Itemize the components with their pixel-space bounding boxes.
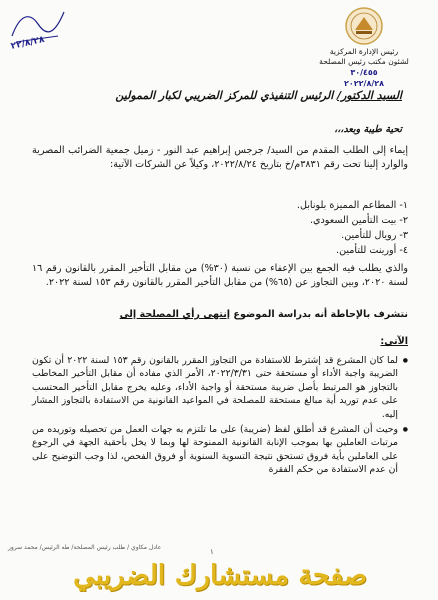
reference-date: ٢٠٢٢/٨/٢٨ bbox=[343, 79, 385, 88]
header-left-stamp bbox=[8, 6, 68, 70]
reference-number: ٣٠/٤٥٥ bbox=[350, 68, 378, 77]
tax-authority-logo bbox=[344, 6, 384, 46]
paragraph-request: إيماء إلى الطلب المقدم من السيد/ جرجس إبراهيم عبد النور - زميل جمعية الضرائب المصرية والوارد إلينا تحت رقم ٣٨٣١م/خ بتاريخ ٢٠٢٢/٨/٢٤، وكيلاً عن الشركات الآتية: bbox=[32, 145, 408, 170]
following-label: الآتي: bbox=[380, 336, 408, 347]
list-item: ١- المطاعم المميزة بلونابل. bbox=[296, 200, 408, 211]
conclusion-text: نتشرف بالإحاطة أنه بدراسة الموضوع bbox=[230, 309, 408, 320]
list-item: ٣- رويال للتأمين. bbox=[341, 230, 408, 241]
companies-list bbox=[32, 198, 408, 258]
list-item: ٤- أورينت للتأمين. bbox=[336, 245, 408, 256]
page-number: ١ bbox=[210, 548, 214, 556]
stamp-date: ٢٢/٨/٢٨ bbox=[10, 34, 46, 52]
greeting: تحية طيبة وبعد،،، bbox=[334, 124, 402, 135]
conclusion-underlined: إنتهى رأي المصلحة إلى bbox=[119, 309, 231, 320]
letterhead bbox=[304, 6, 424, 89]
org-line-1: رئيس الإدارة المركزية bbox=[329, 47, 399, 56]
addressee bbox=[32, 88, 402, 104]
list-item: ٢- بيت التأمين السعودي. bbox=[309, 215, 408, 226]
list-item: ● لما كان المشرع قد إشترط للاستفادة من التجاوز المقرر بالقانون رقم ١٥٣ لسنة ٢٠٢٢ أن تكون الضريبة واجبة الأداء أو مستحقة حتى ٢٠٢٢/٣/٣١، الأمر الذي مفاده أن مقابل التأخير المخاطب بالتجاوز هو المرتبط بأصل ضريبة مستحقة أو واجبة الأداء، وعليه يخرج مقابل التأخير المحتسب على عدم توريد أية مبالغ مستحقة للمصلحة في المواعيد القانونية من الاستفادة بالتجاوز المشار إليه. bbox=[32, 354, 408, 421]
org-line-2: لشئون مكتب رئيس المصلحة bbox=[319, 57, 409, 66]
addressee-salutation: السيد الدكتور/ bbox=[337, 89, 402, 102]
list-item: ● وحيث أن المشرع قد أطلق لفظ (ضريبة) على ما تلتزم به جهات العمل من تحصيله وتوريده من مرتبات العاملين بها بموجب الإنابة القانونية الممنوحة لها وبما لا يخل بأحقية الجهة في الرجوع على العاملين بأية فروق تستحق نتيجة التسوية السنوية أو فروق الفحص، لذا وجب التوضيح على أن عدم الاستفادة من حكم الفقرة bbox=[32, 423, 408, 477]
footnote: عادل مكاوي / طلب رئيس المصلحة/ طه الرئيس/ محمد سرور bbox=[8, 544, 162, 551]
paragraph-conclusion-intro bbox=[32, 308, 408, 322]
watermark: صفحة مستشارك الضريبي bbox=[73, 560, 367, 591]
addressee-title: الرئيس التنفيذي للمركز الضريبي لكبار الممولين bbox=[115, 89, 334, 102]
opinion-bullets bbox=[32, 354, 408, 479]
paragraph-request-details: والذي يطلب فيه الجمع بين الإعفاء من نسبة (٣٠%) من مقابل التأخير المقرر بالقانون رقم ١٦ لسنة ٢٠٢٠، وبين التجاوز عن (٦٥%) من مقابل التأخير المقرر بالقانون رقم ١٥٣ لسنة ٢٠٢٢. bbox=[32, 263, 409, 288]
